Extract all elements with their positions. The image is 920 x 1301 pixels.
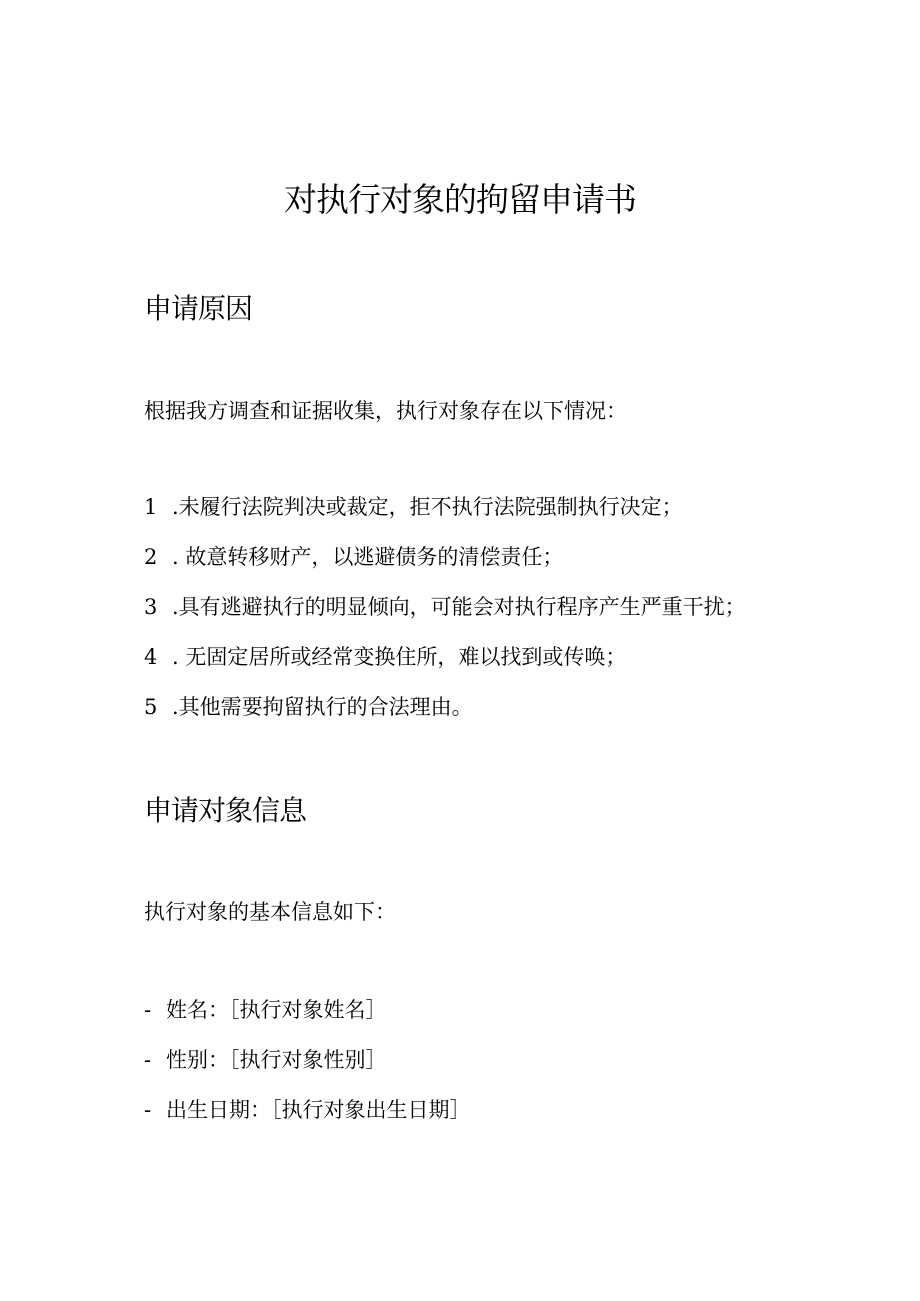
list-item-dash: - <box>144 1048 152 1072</box>
list-item <box>144 642 626 672</box>
subject-intro: 执行对象的基本信息如下： <box>144 900 396 924</box>
list-item-number: 2 <box>144 545 158 569</box>
list-item-number: 1 <box>144 495 158 519</box>
list-item <box>144 492 683 522</box>
section-heading-subject: 申请对象信息 <box>144 794 307 827</box>
list-item-text: 性别：［执行对象性别］ <box>166 1048 387 1072</box>
list-item <box>144 592 746 622</box>
list-item-number: 5 <box>144 695 158 719</box>
list-item-dash: - <box>144 1098 152 1122</box>
list-item <box>144 995 387 1025</box>
page-title: 对执行对象的拘留申请书 <box>284 180 636 219</box>
list-item <box>144 1045 387 1075</box>
reason-intro: 根据我方调查和证据收集，执行对象存在以下情况： <box>144 399 627 423</box>
list-item-number: 3 <box>144 595 158 619</box>
list-item-text: 姓名：［执行对象姓名］ <box>166 998 387 1022</box>
list-item-text: .其他需要拘留执行的合法理由。 <box>172 695 473 719</box>
list-item <box>144 542 563 572</box>
list-item-number: 4 <box>144 645 158 669</box>
list-item-text: . 故意转移财产，以逃避债务的清偿责任； <box>172 545 564 569</box>
list-item-text: .未履行法院判决或裁定，拒不执行法院强制执行决定； <box>172 495 683 519</box>
list-item-text: .具有逃避执行的明显倾向，可能会对执行程序产生严重干扰； <box>172 595 746 619</box>
list-item-text: . 无固定居所或经常变换住所，难以找到或传唤； <box>172 645 627 669</box>
list-item-text: 出生日期：［执行对象出生日期］ <box>166 1098 471 1122</box>
list-item <box>144 1095 471 1125</box>
list-item-dash: - <box>144 998 152 1022</box>
list-item <box>144 692 473 722</box>
section-heading-reason: 申请原因 <box>144 292 253 325</box>
